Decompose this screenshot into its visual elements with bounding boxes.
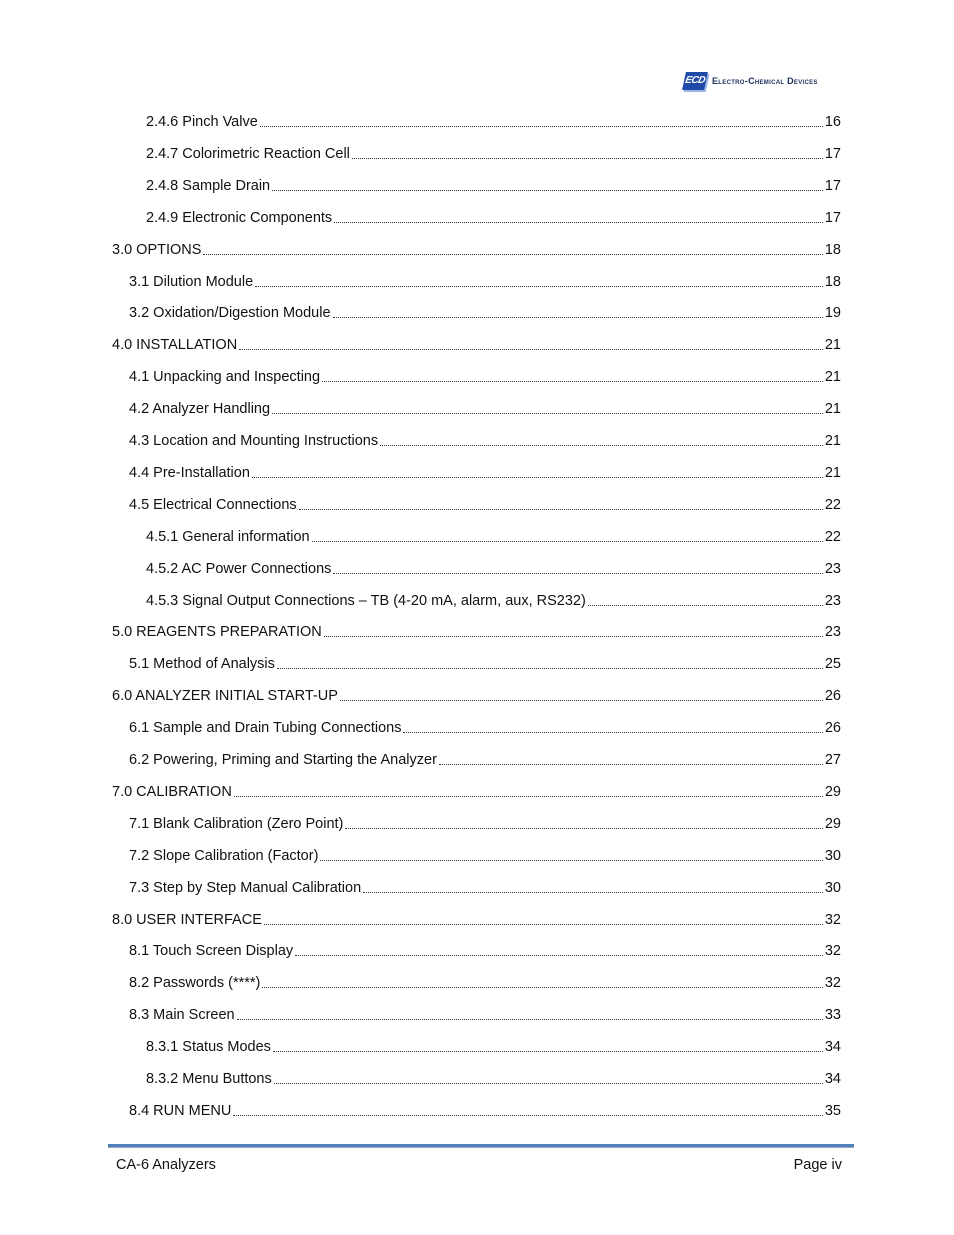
toc-entry[interactable]	[129, 495, 841, 515]
toc-dot-leader	[333, 559, 822, 574]
toc-dot-leader	[324, 622, 823, 637]
toc-entry[interactable]	[146, 527, 841, 547]
toc-entry-title: 4.5 Electrical Connections	[129, 497, 297, 513]
toc-dot-leader	[203, 240, 822, 255]
toc-entry-title: 7.3 Step by Step Manual Calibration	[129, 880, 362, 896]
toc-entry-title: 4.5.1 General information	[146, 529, 310, 545]
toc-entry-page: 21	[824, 337, 841, 353]
toc-entry-page: 23	[824, 624, 841, 640]
toc-entry-title: 7.1 Blank Calibration (Zero Point)	[129, 816, 344, 832]
toc-dot-leader	[272, 399, 823, 414]
toc-entry[interactable]	[129, 399, 841, 419]
toc-entry-title: 2.4.6 Pinch Valve	[146, 114, 258, 130]
toc-dot-leader	[274, 1069, 823, 1084]
toc-entry[interactable]	[129, 718, 841, 738]
toc-entry[interactable]	[129, 303, 841, 323]
toc-entry-title: 5.1 Method of Analysis	[129, 656, 275, 672]
toc-entry-title: 4.5.3 Signal Output Connections – TB (4-20 mA, alarm, aux, RS232)	[146, 593, 586, 609]
toc-dot-leader	[320, 846, 822, 861]
toc-entry-title: 6.0 ANALYZER INITIAL START-UP	[112, 688, 338, 704]
toc-entry-title: 3.1 Dilution Module	[129, 274, 254, 290]
toc-dot-leader	[233, 1101, 823, 1116]
toc-entry-title: 7.2 Slope Calibration (Factor)	[129, 848, 319, 864]
toc-dot-leader	[333, 303, 823, 318]
toc-dot-leader	[255, 272, 823, 287]
toc-entry-title: 8.0 USER INTERFACE	[112, 912, 262, 928]
toc-entry-title: 8.3.1 Status Modes	[146, 1039, 271, 1055]
toc-entry-page: 22	[824, 529, 841, 545]
toc-entry-page: 32	[824, 975, 841, 991]
toc-entry[interactable]	[146, 559, 841, 579]
toc-entry-page: 17	[824, 210, 841, 226]
toc-entry-title: 8.4 RUN MENU	[129, 1103, 232, 1119]
toc-entry-page: 30	[824, 848, 841, 864]
toc-dot-leader	[239, 335, 823, 350]
toc-entry-page: 19	[824, 305, 841, 321]
footer-page-number: Page iv	[793, 1157, 842, 1173]
toc-entry-page: 23	[824, 593, 841, 609]
toc-entry-page: 26	[824, 688, 841, 704]
toc-entry-title: 8.3 Main Screen	[129, 1007, 235, 1023]
toc-entry[interactable]	[129, 1005, 841, 1025]
toc-entry-title: 2.4.9 Electronic Components	[146, 210, 333, 226]
toc-entry-title: 3.0 OPTIONS	[112, 242, 202, 258]
toc-dot-leader	[273, 1037, 823, 1052]
toc-dot-leader	[312, 527, 823, 542]
toc-entry[interactable]	[146, 176, 841, 196]
toc-dot-leader	[352, 144, 823, 159]
toc-entry[interactable]	[129, 654, 841, 674]
toc-entry[interactable]	[112, 622, 841, 642]
toc-entry-page: 26	[824, 720, 841, 736]
toc-dot-leader	[234, 782, 823, 797]
toc-entry[interactable]	[129, 973, 841, 993]
toc-entry-title: 4.5.2 AC Power Connections	[146, 561, 332, 577]
toc-entry-title: 8.2 Passwords (****)	[129, 975, 261, 991]
toc-dot-leader	[277, 654, 823, 669]
toc-entry[interactable]	[129, 367, 841, 387]
toc-entry[interactable]	[146, 208, 841, 228]
toc-entry-title: 2.4.7 Colorimetric Reaction Cell	[146, 146, 350, 162]
toc-entry[interactable]	[112, 910, 841, 930]
footer-divider-shadow	[108, 1147, 854, 1148]
toc-entry-page: 22	[824, 497, 841, 513]
toc-entry-title: 4.2 Analyzer Handling	[129, 401, 271, 417]
toc-entry-page: 18	[824, 274, 841, 290]
toc-dot-leader	[439, 750, 823, 765]
toc-entry-page: 23	[824, 561, 841, 577]
toc-entry-page: 32	[824, 912, 841, 928]
toc-entry-title: 7.0 CALIBRATION	[112, 784, 232, 800]
toc-entry-title: 6.2 Powering, Priming and Starting the Analyzer	[129, 752, 437, 768]
toc-dot-leader	[260, 112, 823, 127]
toc-entry[interactable]	[112, 686, 841, 706]
toc-entry[interactable]	[129, 1101, 841, 1121]
toc-entry-page: 21	[824, 465, 841, 481]
logo-text: Electro-Chemical Devices	[712, 76, 818, 86]
toc-dot-leader	[262, 973, 823, 988]
toc-entry-page: 17	[824, 146, 841, 162]
toc-entry-title: 6.1 Sample and Drain Tubing Connections	[129, 720, 402, 736]
toc-entry-page: 21	[824, 369, 841, 385]
toc-entry[interactable]	[146, 591, 841, 611]
toc-entry-page: 30	[824, 880, 841, 896]
toc-entry-page: 35	[824, 1103, 841, 1119]
toc-entry[interactable]	[146, 1069, 841, 1089]
toc-entry[interactable]	[146, 112, 841, 132]
toc-dot-leader	[322, 367, 823, 382]
toc-entry-title: 2.4.8 Sample Drain	[146, 178, 271, 194]
toc-dot-leader	[334, 208, 823, 223]
toc-entry-title: 4.0 INSTALLATION	[112, 337, 238, 353]
toc-entry-title: 4.4 Pre-Installation	[129, 465, 250, 481]
toc-entry[interactable]	[112, 335, 841, 355]
toc-entry[interactable]	[129, 846, 841, 866]
toc-entry[interactable]	[129, 941, 841, 961]
toc-entry[interactable]	[129, 272, 841, 292]
toc-entry-page: 18	[824, 242, 841, 258]
toc-dot-leader	[363, 878, 823, 893]
toc-entry[interactable]	[112, 240, 841, 260]
toc-entry-page: 29	[824, 816, 841, 832]
toc-entry[interactable]	[146, 1037, 841, 1057]
toc-dot-leader	[380, 431, 823, 446]
toc-entry-page: 33	[824, 1007, 841, 1023]
toc-entry-page: 17	[824, 178, 841, 194]
toc-entry-title: 8.3.2 Menu Buttons	[146, 1071, 272, 1087]
toc-entry-title: 8.1 Touch Screen Display	[129, 943, 294, 959]
toc-entry-page: 29	[824, 784, 841, 800]
toc-entry-page: 27	[824, 752, 841, 768]
toc-dot-leader	[403, 718, 822, 733]
toc-dot-leader	[237, 1005, 823, 1020]
toc-entry-title: 4.1 Unpacking and Inspecting	[129, 369, 321, 385]
toc-entry[interactable]	[129, 814, 841, 834]
toc-entry-page: 34	[824, 1039, 841, 1055]
toc-entry-title: 5.0 REAGENTS PREPARATION	[112, 624, 322, 640]
toc-dot-leader	[264, 910, 823, 925]
toc-entry[interactable]	[112, 782, 841, 802]
footer-document-title: CA-6 Analyzers	[116, 1157, 216, 1173]
toc-entry-page: 25	[824, 656, 841, 672]
toc-dot-leader	[295, 941, 823, 956]
toc-entry-title: 3.2 Oxidation/Digestion Module	[129, 305, 331, 321]
logo-mark: ECD	[682, 72, 708, 90]
toc-dot-leader	[299, 495, 823, 510]
toc-dot-leader	[252, 463, 823, 478]
toc-entry[interactable]	[129, 463, 841, 483]
toc-entry-page: 21	[824, 433, 841, 449]
toc-entry[interactable]	[129, 750, 841, 770]
toc-entry[interactable]	[129, 878, 841, 898]
toc-entry-page: 21	[824, 401, 841, 417]
toc-entry-page: 32	[824, 943, 841, 959]
toc-dot-leader	[345, 814, 822, 829]
toc-entry[interactable]	[129, 431, 841, 451]
toc-dot-leader	[588, 591, 823, 606]
toc-entry-page: 16	[824, 114, 841, 130]
toc-entry-title: 4.3 Location and Mounting Instructions	[129, 433, 379, 449]
toc-entry-page: 34	[824, 1071, 841, 1087]
toc-dot-leader	[340, 686, 823, 701]
toc-entry[interactable]	[146, 144, 841, 164]
company-logo	[684, 70, 818, 92]
toc-dot-leader	[272, 176, 823, 191]
